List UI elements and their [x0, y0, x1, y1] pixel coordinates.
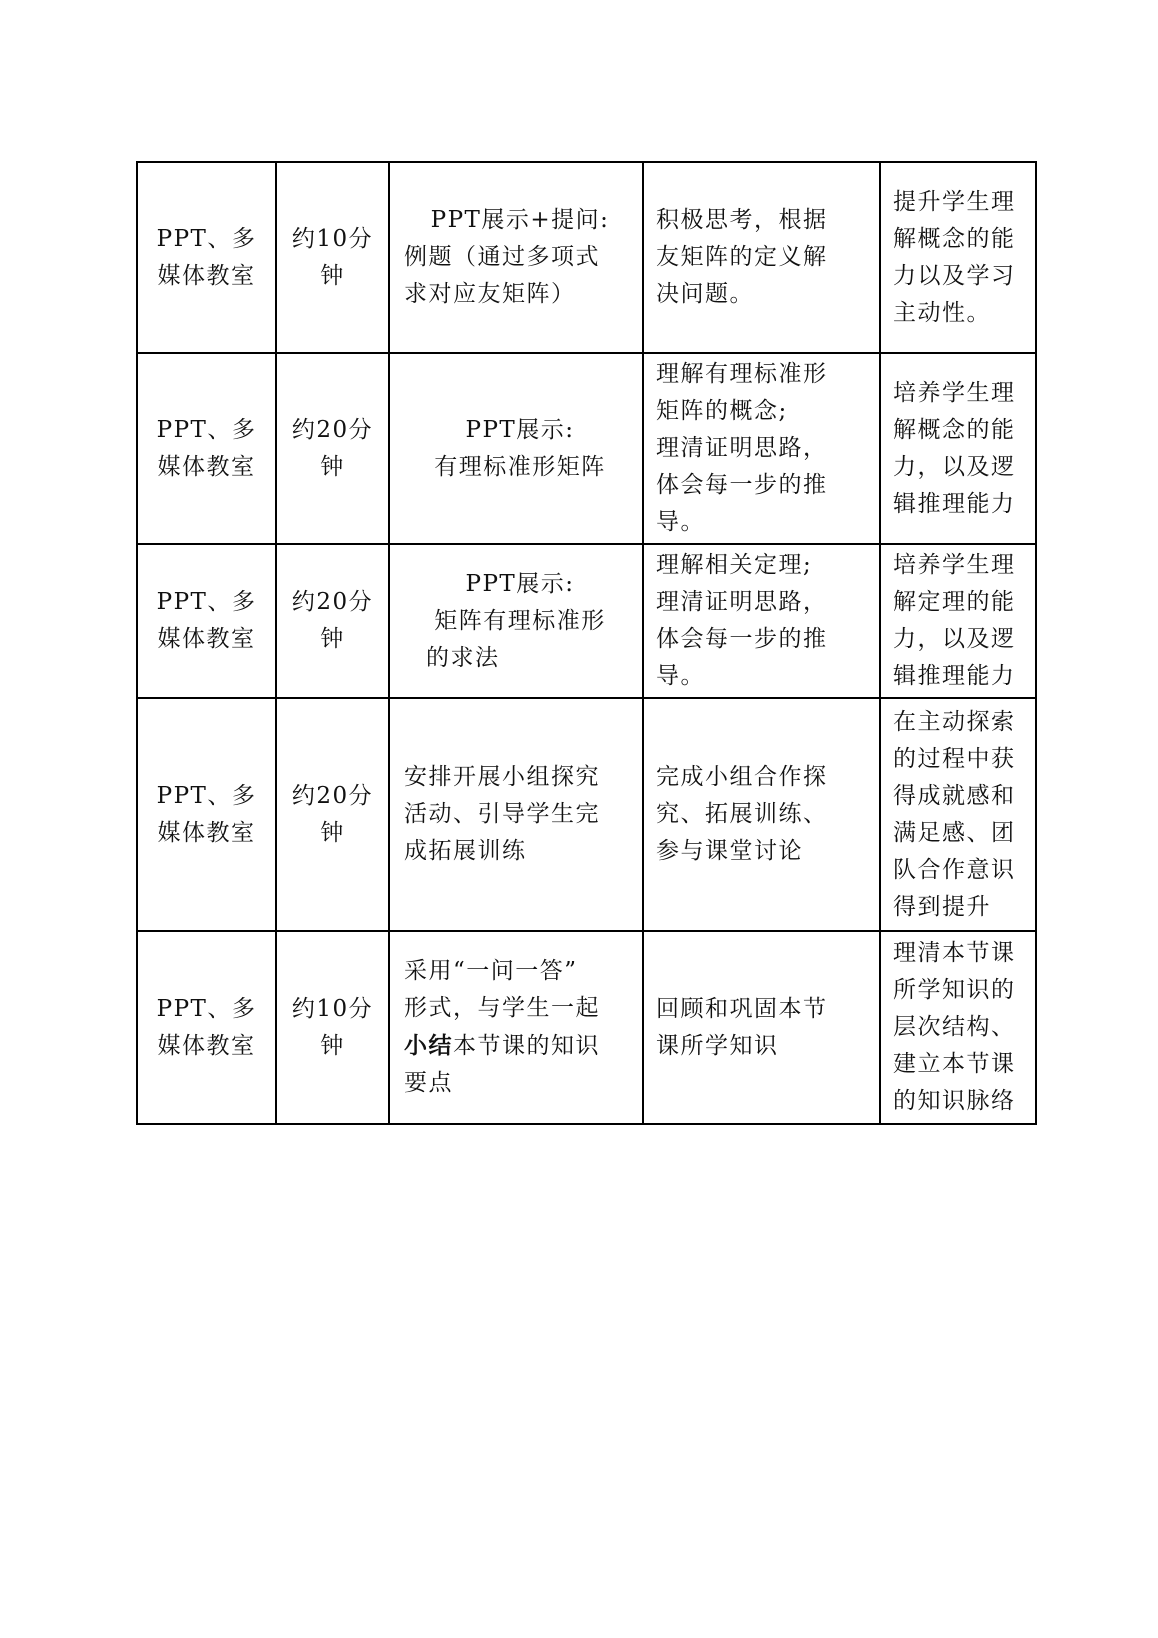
cell-line: 提升学生理: [893, 188, 1016, 215]
cell-line: 安排开展小组探究: [404, 764, 600, 790]
cell-line: 辑推理能力: [893, 663, 1016, 689]
cell-line: 采用“一问一答”: [404, 958, 578, 984]
cell-line: 媒体教室: [157, 819, 256, 846]
student-activity-cell: [643, 162, 880, 353]
student-activity-cell: [643, 698, 880, 931]
cell-line: 媒体教室: [157, 262, 256, 289]
cell-line: 的求法: [426, 644, 500, 671]
cell-line: 导。: [656, 509, 705, 535]
cell-line: 解定理的能: [893, 589, 1016, 615]
cell-line: 力以及学习: [893, 262, 1016, 289]
cell-line: 形式，与学生一起: [404, 995, 600, 1021]
cell-line: 友矩阵的定义解: [656, 244, 828, 270]
cell-line: 矩阵的概念;: [656, 398, 788, 424]
cell-line: 培养学生理: [893, 379, 1016, 406]
cell-line: PPT、多: [156, 782, 257, 809]
time-cell: [276, 162, 389, 353]
table-row: [137, 544, 1036, 698]
cell-line-rest: 本节课的知识: [453, 1033, 600, 1059]
cell-line: 力，以及逻: [893, 453, 1016, 480]
cell-line: 体会每一步的推: [656, 626, 828, 652]
time-cell: [276, 698, 389, 931]
design-intent-cell: [880, 544, 1036, 698]
cell-line: 的过程中获: [893, 745, 1016, 772]
cell-line: 约20分: [291, 416, 374, 443]
cell-line: 所学知识的: [893, 977, 1016, 1003]
cell-line: 层次结构、: [893, 1014, 1016, 1040]
cell-line: 钟: [320, 453, 345, 480]
table-row: [137, 698, 1036, 931]
cell-line: PPT、多: [156, 225, 257, 252]
cell-line: 理清本节课: [893, 940, 1016, 966]
cell-line: 培养学生理: [893, 552, 1016, 578]
lesson-plan-table: [136, 161, 1037, 1125]
cell-line: 解概念的能: [893, 225, 1016, 252]
cell-line: 理清证明思路，: [656, 589, 828, 615]
cell-line: PPT、多: [156, 416, 257, 443]
student-activity-cell: [643, 544, 880, 698]
cell-line: 理解有理标准形: [656, 361, 828, 387]
cell-line: 矩阵有理标准形: [434, 607, 606, 634]
cell-line: 究、拓展训练、: [656, 801, 828, 827]
cell-line: 求对应友矩阵）: [404, 281, 576, 307]
teacher-activity-cell: [389, 544, 643, 698]
cell-line: 钟: [320, 819, 345, 846]
cell-line: 课所学知识: [656, 1032, 779, 1059]
teaching-means-cell: [137, 698, 276, 931]
teacher-activity-cell: [389, 162, 643, 353]
cell-line: 在主动探索: [893, 708, 1016, 735]
cell-line: 钟: [320, 626, 345, 652]
teacher-activity-cell: [389, 931, 643, 1124]
cell-line: 得到提升: [893, 893, 991, 920]
cell-line: 成拓展训练: [404, 838, 527, 864]
cell-line: 主动性。: [893, 299, 991, 326]
cell-line: 解概念的能: [893, 416, 1016, 443]
cell-line: 约20分: [291, 589, 374, 615]
teaching-means-cell: [137, 544, 276, 698]
cell-line: 得成就感和: [893, 782, 1016, 809]
cell-line: 活动、引导学生完: [404, 801, 600, 827]
teacher-activity-cell: [389, 353, 643, 544]
student-activity-cell: [643, 931, 880, 1124]
cell-line: 满足感、团: [893, 819, 1016, 846]
design-intent-cell: [880, 698, 1036, 931]
bold-keyword: 小结: [404, 1032, 453, 1059]
cell-line: 决问题。: [656, 281, 754, 307]
cell-line: 理清证明思路，: [656, 435, 828, 461]
cell-line: 钟: [320, 262, 345, 289]
teaching-means-cell: [137, 931, 276, 1124]
table-row: [137, 353, 1036, 544]
table-row: [137, 931, 1036, 1124]
cell-line: 体会每一步的推: [656, 472, 828, 498]
cell-line: PPT展示:: [465, 416, 575, 443]
cell-line: 回顾和巩固本节: [656, 995, 828, 1022]
cell-line: 例题（通过多项式: [404, 244, 600, 270]
design-intent-cell: [880, 353, 1036, 544]
cell-line: 要点: [404, 1070, 453, 1096]
cell-line: 参与课堂讨论: [656, 838, 803, 864]
cell-line: 辑推理能力: [893, 490, 1016, 517]
teacher-activity-cell: [389, 698, 643, 931]
cell-line: 积极思考，根据: [656, 207, 828, 233]
cell-line: 钟: [320, 1032, 345, 1059]
cell-line: PPT展示:: [465, 570, 575, 597]
teaching-means-cell: [137, 162, 276, 353]
cell-line: PPT、多: [156, 995, 257, 1022]
design-intent-cell: [880, 931, 1036, 1124]
time-cell: [276, 931, 389, 1124]
cell-line: 导。: [656, 663, 705, 689]
cell-line: 媒体教室: [157, 1032, 256, 1059]
cell-line: PPT、多: [156, 589, 257, 615]
cell-line: PPT展示+提问:: [430, 207, 610, 233]
cell-line: 力，以及逻: [893, 626, 1016, 652]
cell-line: 媒体教室: [157, 453, 256, 480]
cell-line: 约20分: [291, 782, 374, 809]
cell-line: 有理标准形矩阵: [434, 453, 606, 480]
cell-line: 队合作意识: [893, 856, 1016, 883]
cell-line: 理解相关定理;: [656, 552, 813, 578]
cell-line: 完成小组合作探: [656, 764, 828, 790]
cell-line: [404, 1027, 636, 1065]
design-intent-cell: [880, 162, 1036, 353]
time-cell: [276, 544, 389, 698]
cell-line: 媒体教室: [157, 626, 256, 652]
time-cell: [276, 353, 389, 544]
table-row: [137, 162, 1036, 353]
student-activity-cell: [643, 353, 880, 544]
teaching-means-cell: [137, 353, 276, 544]
cell-line: 建立本节课: [893, 1051, 1016, 1077]
cell-line: 约10分: [291, 995, 374, 1022]
cell-line: 的知识脉络: [893, 1088, 1016, 1114]
cell-line: 约10分: [291, 225, 374, 252]
